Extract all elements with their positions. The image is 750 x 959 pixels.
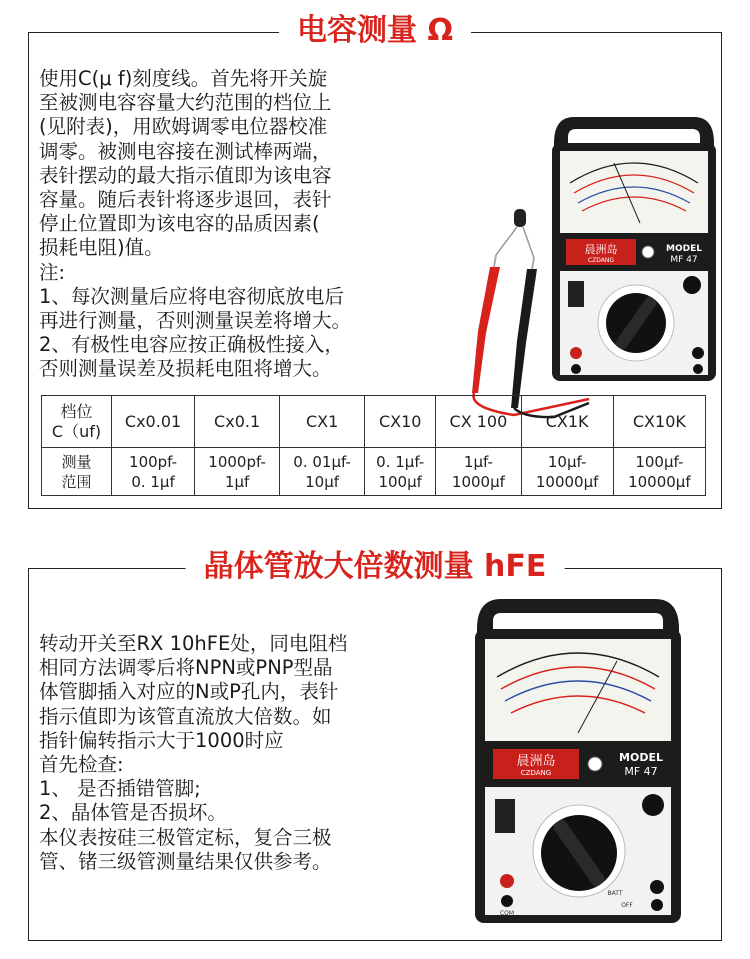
- text-line: 转动开关至RX 10hFE处，同电阻档: [39, 632, 348, 655]
- table-cell: CX1: [280, 396, 365, 448]
- multimeter-illustration: [467, 595, 689, 925]
- table-cell: CX 100: [436, 396, 521, 448]
- text-line: 损耗电阻)值。: [39, 236, 164, 260]
- model-number: MF 47: [624, 765, 658, 778]
- table-cell: 0. 1μf- 100μf: [365, 448, 436, 496]
- text-line: 2、晶体管是否损坏。: [39, 801, 227, 825]
- table-cell: CX10: [365, 396, 436, 448]
- selector-knob: [598, 285, 674, 361]
- text-line: 指针偏转指示大于1000时应: [39, 728, 284, 752]
- brand-name-en: CZDANG: [587, 257, 615, 264]
- text-line: 首先检查:: [39, 753, 124, 777]
- brand-name: 晨洲岛: [516, 754, 556, 769]
- text-line: 1、 是否插错管脚;: [39, 777, 201, 801]
- batt-label: BATT: [607, 890, 623, 897]
- row-title-range: 档位 C（uf): [42, 396, 112, 448]
- capacitance-description: [39, 67, 419, 382]
- table-cell: 100pf- 0. 1μf: [112, 448, 195, 496]
- hfe-title: 晶体管放大倍数测量 hFE: [186, 547, 565, 587]
- text-line: 体管脚插入对应的N或P孔内，表针: [39, 680, 339, 704]
- text-line: 1、每次测量后应将电容彻底放电后: [39, 284, 344, 308]
- hfe-section: [28, 549, 722, 941]
- text-line: 管、锗三级管测量结果仅供参考。: [39, 849, 332, 873]
- text-line: (见附表)，用欧姆调零电位器校准: [39, 115, 328, 139]
- text-line: 否则测量误差及损耗电阻将增大。: [39, 357, 332, 381]
- off-label: OFF: [621, 902, 633, 909]
- text-line: 使用C(μ f)刻度线。首先将开关旋: [39, 67, 328, 90]
- text-line: 注:: [39, 260, 66, 284]
- table-cell: 100μf- 10000μf: [613, 448, 705, 496]
- model-label: MODEL: [619, 751, 663, 764]
- model-label: MODEL: [666, 244, 702, 254]
- brand-name: 晨洲岛: [584, 243, 618, 256]
- text-line: 容量。随后表针将逐步退回，表针: [39, 188, 332, 212]
- table-cell: 1000pf- 1μf: [195, 448, 280, 496]
- text-line: 调零。被测电容接在测试棒两端，: [39, 139, 332, 163]
- text-line: 停止位置即为该电容的品质因素(: [39, 212, 320, 236]
- table-cell: Cx0.1: [195, 396, 280, 448]
- text-line: 2、有极性电容应按正确极性接入，: [39, 333, 344, 357]
- text-line: 表针摆动的最大指示值即为该电容: [39, 163, 332, 187]
- table-cell: 1μf- 1000μf: [436, 448, 521, 496]
- brand-name-en: CZDANG: [520, 769, 552, 777]
- row-title-measure: 测量 范围: [42, 448, 112, 496]
- table-cell: 0. 01μf- 10μf: [280, 448, 365, 496]
- capacitance-title: 电容测量 Ω: [279, 11, 471, 51]
- selector-knob: [533, 805, 625, 897]
- text-line: 至被测电容容量大约范围的档位上: [39, 91, 332, 115]
- multimeter-illustration: [544, 113, 724, 383]
- com-label: COM: [499, 910, 515, 917]
- text-line: 相同方法调零后将NPN或PNP型晶: [39, 656, 333, 680]
- table-cell: CX1K: [521, 396, 613, 448]
- text-line: 指示值即为该管直流放大倍数。如: [39, 704, 332, 728]
- text-line: 再进行测量，否则测量误差将增大。: [39, 309, 352, 333]
- capacitor-icon: [496, 209, 534, 258]
- table-cell: 10μf- 10000μf: [521, 448, 613, 496]
- text-line: 本仪表按硅三极管定标，复合三极: [39, 825, 332, 849]
- capacitance-range-table: [41, 395, 706, 496]
- table-row: [42, 396, 706, 448]
- hfe-description: [39, 632, 419, 874]
- table-cell: CX10K: [613, 396, 705, 448]
- model-number: MF 47: [670, 255, 698, 265]
- table-cell: Cx0.01: [112, 396, 195, 448]
- table-row: [42, 448, 706, 496]
- capacitance-section: [28, 13, 722, 509]
